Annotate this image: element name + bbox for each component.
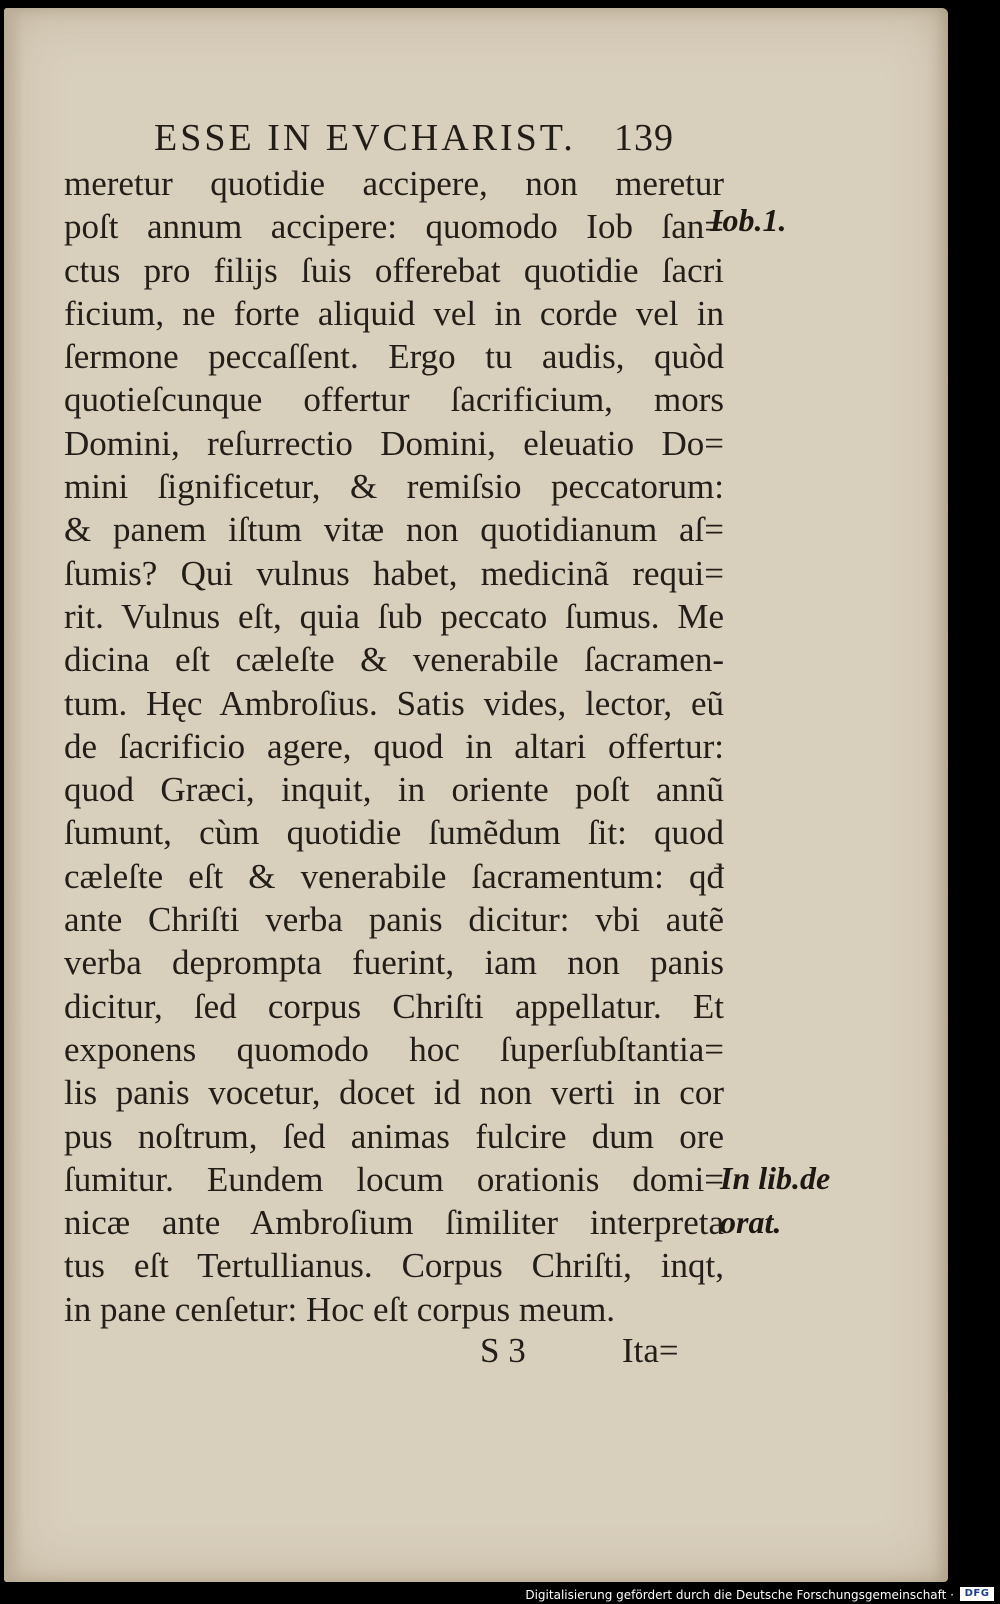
text-line: verba deprompta fuerint, iam non panis [64, 943, 724, 983]
marginal-note-job: Iob.1. [710, 202, 787, 238]
text-line: exponens quomodo hoc ſuperſubſtantia= [64, 1029, 724, 1069]
text-line: poſt annum accipere: quomodo Iob ſan= [64, 207, 724, 247]
text-line: rit. Vulnus eſt, quia ſub peccato ſumus. Me [64, 596, 724, 636]
text-line: Domini, reſurrectio Domini, eleuatio Do= [64, 423, 724, 463]
dfg-logo: DFG [960, 1587, 994, 1601]
book-page [4, 8, 948, 1582]
text-line: pus noſtrum, ſed animas fulcire dum ore [64, 1116, 724, 1156]
text-line: nicæ ante Ambroſium ſimiliter interpreta [64, 1203, 724, 1243]
text-line: ctus pro filijs ſuis offerebat quotidie ſacri [64, 250, 724, 290]
text-line: mini ſignificetur, & remiſsio peccatorum: [64, 467, 724, 507]
text-line: quotieſcunque offertur ſacrificium, mors [64, 380, 724, 420]
signature-mark: S 3 [480, 1331, 526, 1370]
text-line: dicitur, ſed corpus Chriſti appellatur. Et [64, 986, 724, 1026]
text-line: ſumitur. Eundem locum orationis domi= [64, 1159, 724, 1199]
text-line: meretur quotidie accipere, non meretur [64, 164, 724, 203]
text-line: dicina eſt cæleſte & venerabile ſacramen- [64, 640, 724, 680]
text-line: ficium, ne forte aliquid vel in corde vel in [64, 293, 724, 333]
text-line: in pane cenſetur: Hoc eſt corpus meum. [64, 1289, 616, 1329]
marginal-note-tertullian-cont: orat. [720, 1204, 782, 1240]
digitization-credit: Digitalisierung gefördert durch die Deutsche Forschungsgemeinschaft · [525, 1588, 954, 1602]
text-line: tum. Hęc Ambroſius. Satis vides, lector, eũ [64, 683, 724, 723]
text-line: lis panis vocetur, docet id non verti in cor [64, 1073, 724, 1113]
text-line: de ſacrificio agere, quod in altari offertur: [64, 726, 724, 766]
running-head [154, 116, 754, 166]
running-head-title: ESSE IN EVCHARIST. [154, 117, 576, 159]
page-number: 139 [614, 117, 674, 159]
marginal-note-tertullian: In lib.de [720, 1160, 831, 1196]
text-line: ſermone peccaſſent. Ergo tu audis, quòd [64, 337, 724, 377]
body-text [64, 162, 724, 1331]
text-line: ante Chriſti verba panis dicitur: vbi autẽ [64, 900, 724, 940]
text-line: ſumis? Qui vulnus habet, medicinã requi= [64, 553, 724, 593]
text-line: & panem iſtum vitæ non quotidianum aſ= [64, 510, 724, 550]
text-line: quod Græci, inquit, in oriente poſt annũ [64, 770, 724, 810]
text-line: tus eſt Tertullianus. Corpus Chriſti, inqt, [64, 1246, 724, 1286]
page-gutter-shadow [4, 8, 24, 1582]
catchword: Ita= [622, 1331, 679, 1370]
text-line: ſumunt, cùm quotidie ſumẽdum ſit: quod [64, 813, 724, 853]
text-line: cæleſte eſt & venerabile ſacramentum: qđ [64, 856, 724, 896]
